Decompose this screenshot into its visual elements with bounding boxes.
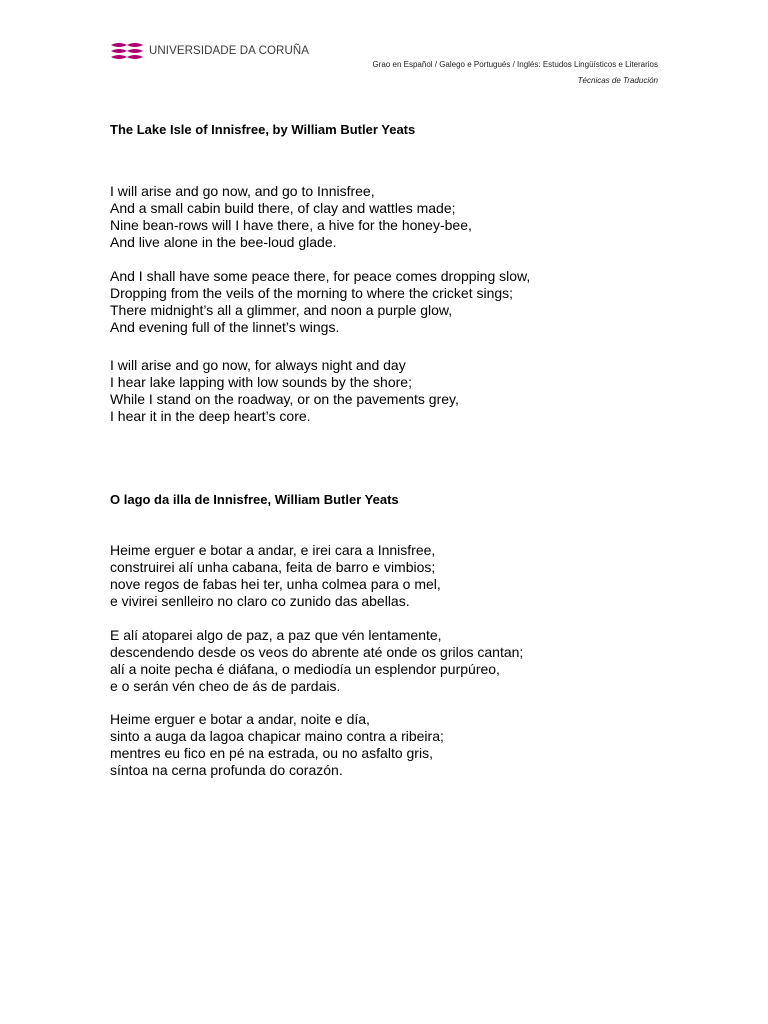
poem-line: nove regos de fabas hei ter, unha colmea para o mel,: [110, 576, 441, 592]
english-stanza-3: [110, 357, 459, 425]
university-emblem-icon: [110, 42, 144, 60]
galician-stanza-3: [110, 711, 444, 779]
poem-line: alí a noite pecha é diáfana, o mediodía un esplendor purpúreo,: [110, 661, 500, 677]
poem-line: e o serán vén cheo de ás de pardais.: [110, 678, 341, 694]
galician-poem-title: O lago da illa de Innisfree, William Butler Yeats: [110, 492, 399, 507]
poem-line: e vivirei senlleiro no claro co zunido das abellas.: [110, 593, 410, 609]
poem-line: construirei alí unha cabana, feita de barro e vimbios;: [110, 559, 436, 575]
poem-line: I hear it in the deep heart’s core.: [110, 408, 311, 424]
poem-line: E alí atoparei algo de paz, a paz que vén lentamente,: [110, 627, 442, 643]
galician-stanza-1: [110, 542, 441, 610]
english-poem-title: The Lake Isle of Innisfree, by William Butler Yeats: [110, 122, 416, 137]
poem-line: While I stand on the roadway, or on the pavements grey,: [110, 391, 459, 407]
poem-line: I hear lake lapping with low sounds by the shore;: [110, 374, 412, 390]
poem-line: descendendo desde os veos do abrente até onde os grilos cantan;: [110, 644, 524, 660]
english-stanza-1: [110, 183, 472, 251]
poem-line: And live alone in the bee-loud glade.: [110, 234, 337, 250]
poem-line: síntoa na cerna profunda do corazón.: [110, 762, 343, 778]
poem-line: I will arise and go now, for always night and day: [110, 357, 406, 373]
poem-line: Heime erguer e botar a andar, e irei cara a Innisfree,: [110, 542, 436, 558]
poem-line: sinto a auga da lagoa chapicar maino contra a ribeira;: [110, 728, 444, 744]
poem-line: There midnight’s all a glimmer, and noon a purple glow,: [110, 302, 453, 318]
degree-program: Grao en Español / Galego e Portugués / Inglés: Estudos Lingüísticos e Literarios: [372, 60, 658, 69]
english-stanza-2: [110, 268, 530, 336]
poem-line: And I shall have some peace there, for peace comes dropping slow,: [110, 268, 531, 284]
poem-line: And a small cabin build there, of clay and wattles made;: [110, 200, 456, 216]
galician-stanza-2: [110, 627, 523, 695]
poem-line: I will arise and go now, and go to Innisfree,: [110, 183, 375, 199]
poem-line: And evening full of the linnet’s wings.: [110, 319, 340, 335]
course-subject: Técnicas de Tradución: [577, 76, 658, 85]
poem-line: Nine bean-rows will I have there, a hive for the honey-bee,: [110, 217, 472, 233]
university-name: UNIVERSIDADE DA CORUÑA: [149, 45, 310, 57]
poem-line: Dropping from the veils of the morning to where the cricket sings;: [110, 285, 514, 301]
poem-line: mentres eu fico en pé na estrada, ou no asfalto gris,: [110, 745, 433, 761]
university-logo: [110, 42, 309, 60]
poem-line: Heime erguer e botar a andar, noite e día,: [110, 711, 370, 727]
